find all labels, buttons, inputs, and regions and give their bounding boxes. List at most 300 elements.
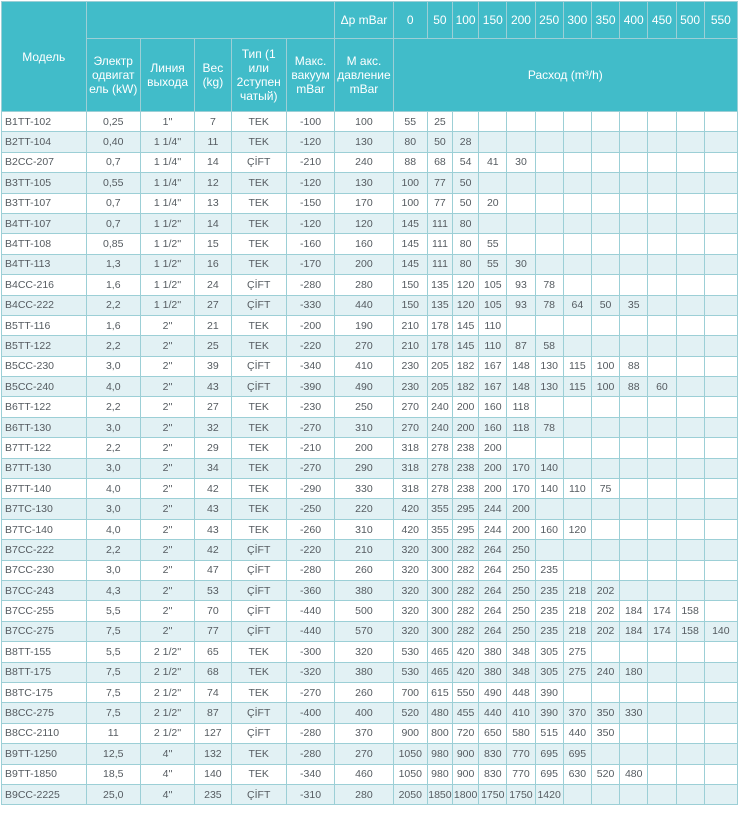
table-cell: [676, 642, 704, 662]
table-cell: -270: [286, 458, 334, 478]
pressure-header: 300: [563, 2, 591, 39]
table-cell: 11: [86, 723, 140, 743]
table-cell: TEK: [231, 519, 286, 539]
table-row: [2, 438, 738, 458]
table-cell: [563, 784, 591, 804]
table-cell: [620, 580, 648, 600]
table-cell: 900: [393, 723, 427, 743]
table-cell: 130: [535, 356, 563, 376]
table-cell: 270: [393, 417, 427, 437]
table-cell: TEK: [231, 417, 286, 437]
table-cell: 770: [507, 764, 535, 784]
table-cell: 4,0: [86, 377, 140, 397]
col-flow-header: Расход (m³/h): [393, 39, 737, 112]
table-cell: 93: [507, 295, 535, 315]
col-type-header: Тип (1 или 2ступен чатый): [231, 39, 286, 112]
table-cell: [704, 601, 737, 621]
table-cell: 12,5: [86, 744, 140, 764]
table-cell: 1,6: [86, 275, 140, 295]
table-cell: [676, 132, 704, 152]
table-cell: 1,6: [86, 315, 140, 335]
table-cell: 1050: [393, 764, 427, 784]
table-cell: 520: [393, 703, 427, 723]
table-cell: [535, 499, 563, 519]
table-cell: ÇİFT: [231, 784, 286, 804]
table-cell: [507, 438, 535, 458]
table-cell: 170: [507, 479, 535, 499]
table-header: [2, 2, 738, 112]
table-cell: 2'': [140, 438, 194, 458]
table-cell: 148: [507, 377, 535, 397]
table-cell: 87: [507, 336, 535, 356]
table-row: [2, 723, 738, 743]
table-cell: 14: [195, 152, 231, 172]
table-cell: [704, 723, 737, 743]
table-cell: 390: [535, 703, 563, 723]
table-cell: 1 1/4'': [140, 173, 194, 193]
table-cell: [676, 764, 704, 784]
table-cell: 295: [453, 499, 479, 519]
table-cell: [704, 377, 737, 397]
table-row: [2, 621, 738, 641]
table-cell: -400: [286, 703, 334, 723]
table-cell: [591, 642, 619, 662]
table-cell: -120: [286, 132, 334, 152]
table-cell: [648, 764, 676, 784]
table-cell: 2'': [140, 540, 194, 560]
table-cell: 145: [393, 254, 427, 274]
table-cell: 118: [507, 397, 535, 417]
table-cell: 110: [563, 479, 591, 499]
table-cell: 2 1/2'': [140, 682, 194, 702]
col-motor-header: Электр одвигат ель (kW): [86, 39, 140, 112]
table-cell: 240: [591, 662, 619, 682]
table-cell: 1050: [393, 744, 427, 764]
pressure-header: 350: [591, 2, 619, 39]
table-cell: 320: [393, 621, 427, 641]
model-cell: B4TT-113: [2, 254, 87, 274]
table-cell: [648, 458, 676, 478]
table-row: [2, 112, 738, 132]
table-cell: 460: [335, 764, 393, 784]
model-cell: B8TC-175: [2, 682, 87, 702]
table-cell: 380: [335, 662, 393, 682]
table-cell: 170: [507, 458, 535, 478]
table-cell: 310: [335, 519, 393, 539]
table-cell: [535, 234, 563, 254]
table-cell: [704, 519, 737, 539]
table-cell: [591, 458, 619, 478]
table-cell: 282: [453, 601, 479, 621]
table-cell: 77: [427, 173, 452, 193]
table-cell: -120: [286, 173, 334, 193]
table-cell: 68: [195, 662, 231, 682]
table-cell: [676, 112, 704, 132]
table-cell: 2,2: [86, 295, 140, 315]
table-cell: 330: [620, 703, 648, 723]
table-cell: 28: [453, 132, 479, 152]
table-cell: -290: [286, 479, 334, 499]
table-cell: -440: [286, 621, 334, 641]
table-cell: [648, 295, 676, 315]
table-cell: [507, 193, 535, 213]
model-cell: B4CC-222: [2, 295, 87, 315]
table-cell: [704, 662, 737, 682]
table-cell: [591, 540, 619, 560]
table-cell: [591, 784, 619, 804]
table-row: [2, 764, 738, 784]
table-cell: ÇİFT: [231, 295, 286, 315]
table-cell: 178: [427, 336, 452, 356]
table-cell: TEK: [231, 173, 286, 193]
table-cell: 25,0: [86, 784, 140, 804]
table-cell: 3,0: [86, 560, 140, 580]
table-cell: [563, 254, 591, 274]
table-cell: 380: [479, 642, 507, 662]
table-cell: 280: [335, 784, 393, 804]
table-cell: 182: [453, 356, 479, 376]
table-cell: TEK: [231, 438, 286, 458]
table-cell: 74: [195, 682, 231, 702]
table-cell: 264: [479, 580, 507, 600]
table-cell: 1'': [140, 112, 194, 132]
table-cell: [591, 193, 619, 213]
table-row: [2, 152, 738, 172]
table-cell: 145: [453, 315, 479, 335]
model-cell: B6TT-122: [2, 397, 87, 417]
table-cell: -260: [286, 519, 334, 539]
table-cell: 64: [563, 295, 591, 315]
table-row: [2, 560, 738, 580]
table-cell: 420: [393, 499, 427, 519]
table-cell: 235: [535, 560, 563, 580]
table-cell: 80: [453, 234, 479, 254]
table-cell: 4'': [140, 744, 194, 764]
table-cell: [620, 784, 648, 804]
table-cell: 78: [535, 295, 563, 315]
table-cell: 320: [393, 540, 427, 560]
table-cell: 160: [479, 417, 507, 437]
model-cell: B5CC-230: [2, 356, 87, 376]
table-cell: 580: [507, 723, 535, 743]
table-cell: [507, 234, 535, 254]
table-cell: 88: [620, 356, 648, 376]
table-cell: 80: [453, 213, 479, 233]
table-cell: [563, 112, 591, 132]
table-cell: 490: [335, 377, 393, 397]
table-cell: 355: [427, 519, 452, 539]
pressure-header: 550: [704, 2, 737, 39]
table-cell: -170: [286, 254, 334, 274]
table-cell: 145: [453, 336, 479, 356]
table-cell: -440: [286, 601, 334, 621]
table-cell: 42: [195, 540, 231, 560]
table-cell: 278: [427, 458, 452, 478]
table-cell: 43: [195, 519, 231, 539]
table-cell: 350: [591, 723, 619, 743]
table-cell: TEK: [231, 499, 286, 519]
model-cell: B1TT-102: [2, 112, 87, 132]
table-cell: [676, 417, 704, 437]
table-cell: [648, 642, 676, 662]
table-cell: 0,25: [86, 112, 140, 132]
table-cell: 50: [427, 132, 452, 152]
table-cell: [704, 213, 737, 233]
table-cell: 148: [507, 356, 535, 376]
table-cell: 2'': [140, 560, 194, 580]
table-cell: -330: [286, 295, 334, 315]
table-cell: 200: [507, 499, 535, 519]
table-cell: 220: [335, 499, 393, 519]
table-cell: 980: [427, 744, 452, 764]
table-cell: 174: [648, 621, 676, 641]
model-cell: B7CC-230: [2, 560, 87, 580]
table-cell: [563, 132, 591, 152]
model-cell: B7CC-255: [2, 601, 87, 621]
table-cell: [704, 417, 737, 437]
table-cell: 39: [195, 356, 231, 376]
table-cell: 295: [453, 519, 479, 539]
table-cell: [648, 397, 676, 417]
table-cell: 2,2: [86, 336, 140, 356]
table-cell: 50: [453, 193, 479, 213]
table-cell: 115: [563, 356, 591, 376]
table-cell: -280: [286, 560, 334, 580]
table-cell: 282: [453, 540, 479, 560]
table-cell: TEK: [231, 254, 286, 274]
table-cell: [620, 744, 648, 764]
table-cell: 210: [393, 336, 427, 356]
table-cell: [591, 213, 619, 233]
table-cell: 282: [453, 621, 479, 641]
table-cell: 235: [195, 784, 231, 804]
table-cell: 12: [195, 173, 231, 193]
table-cell: 55: [479, 234, 507, 254]
table-cell: 30: [507, 152, 535, 172]
table-cell: 218: [563, 580, 591, 600]
table-cell: 650: [479, 723, 507, 743]
table-cell: [648, 213, 676, 233]
table-cell: ÇİFT: [231, 540, 286, 560]
table-cell: 2'': [140, 519, 194, 539]
table-cell: 7,5: [86, 682, 140, 702]
table-cell: 264: [479, 560, 507, 580]
table-cell: 2'': [140, 601, 194, 621]
table-cell: [591, 336, 619, 356]
table-cell: 348: [507, 642, 535, 662]
table-cell: [507, 112, 535, 132]
table-cell: 900: [453, 744, 479, 764]
table-cell: 42: [195, 479, 231, 499]
table-cell: 264: [479, 621, 507, 641]
pressure-header: 500: [676, 2, 704, 39]
table-cell: -340: [286, 356, 334, 376]
table-cell: 100: [591, 377, 619, 397]
table-cell: 348: [507, 662, 535, 682]
table-cell: ÇİFT: [231, 703, 286, 723]
table-row: [2, 682, 738, 702]
table-cell: 615: [427, 682, 452, 702]
table-cell: TEK: [231, 744, 286, 764]
table-cell: 0,40: [86, 132, 140, 152]
table-cell: [591, 744, 619, 764]
table-cell: [676, 682, 704, 702]
table-cell: 2'': [140, 397, 194, 417]
table-cell: 3,0: [86, 458, 140, 478]
table-cell: 300: [427, 580, 452, 600]
table-cell: 440: [335, 295, 393, 315]
table-cell: 250: [507, 601, 535, 621]
table-cell: [479, 173, 507, 193]
table-cell: 800: [427, 723, 452, 743]
table-cell: 2 1/2'': [140, 642, 194, 662]
table-cell: 32: [195, 417, 231, 437]
table-cell: 200: [479, 438, 507, 458]
table-cell: [648, 254, 676, 274]
table-cell: 515: [535, 723, 563, 743]
table-cell: [563, 152, 591, 172]
col-dp-header: Δp mBar: [335, 2, 393, 39]
table-cell: [591, 132, 619, 152]
table-cell: 318: [393, 479, 427, 499]
table-row: [2, 499, 738, 519]
table-cell: [676, 356, 704, 376]
table-cell: [648, 173, 676, 193]
table-cell: 21: [195, 315, 231, 335]
table-cell: 202: [591, 580, 619, 600]
table-cell: 200: [507, 519, 535, 539]
pressure-header: 400: [620, 2, 648, 39]
table-row: [2, 295, 738, 315]
table-cell: 250: [507, 621, 535, 641]
table-cell: [704, 193, 737, 213]
table-cell: [648, 112, 676, 132]
table-cell: [620, 234, 648, 254]
table-cell: 380: [335, 580, 393, 600]
table-cell: 200: [335, 438, 393, 458]
table-cell: [704, 499, 737, 519]
table-cell: [507, 213, 535, 233]
model-cell: B2CC-207: [2, 152, 87, 172]
table-cell: 1 1/2'': [140, 234, 194, 254]
header-row-labels: [2, 39, 738, 112]
pressure-header: 450: [648, 2, 676, 39]
table-cell: 120: [563, 519, 591, 539]
table-cell: 300: [427, 601, 452, 621]
model-cell: B8TT-175: [2, 662, 87, 682]
table-cell: 278: [427, 438, 452, 458]
col-max-pressure-header: М акс. давление mBar: [335, 39, 393, 112]
pressure-header: 200: [507, 2, 535, 39]
table-cell: [535, 540, 563, 560]
table-cell: [648, 315, 676, 335]
table-cell: [620, 275, 648, 295]
table-cell: 1800: [453, 784, 479, 804]
table-cell: 530: [393, 642, 427, 662]
table-cell: [648, 540, 676, 560]
table-cell: 140: [535, 479, 563, 499]
model-cell: B4TT-107: [2, 213, 87, 233]
table-cell: [620, 540, 648, 560]
table-cell: [620, 519, 648, 539]
table-cell: [676, 703, 704, 723]
model-cell: B3TT-107: [2, 193, 87, 213]
model-cell: B7CC-243: [2, 580, 87, 600]
table-cell: 100: [591, 356, 619, 376]
table-cell: [704, 295, 737, 315]
table-cell: [507, 173, 535, 193]
header-row-pressures: [2, 2, 738, 39]
table-cell: 318: [393, 438, 427, 458]
table-cell: [704, 336, 737, 356]
table-cell: TEK: [231, 397, 286, 417]
table-cell: ÇİFT: [231, 275, 286, 295]
pressure-header: 100: [453, 2, 479, 39]
table-cell: 230: [393, 377, 427, 397]
model-cell: B6TT-130: [2, 417, 87, 437]
table-cell: 93: [507, 275, 535, 295]
table-cell: 100: [335, 112, 393, 132]
table-cell: [704, 764, 737, 784]
table-cell: 238: [453, 479, 479, 499]
table-cell: [563, 397, 591, 417]
table-cell: [676, 438, 704, 458]
table-cell: 200: [453, 397, 479, 417]
table-cell: [620, 397, 648, 417]
table-cell: 110: [479, 336, 507, 356]
pressure-header: 0: [393, 2, 427, 39]
table-row: [2, 275, 738, 295]
table-cell: [620, 254, 648, 274]
table-cell: [676, 173, 704, 193]
table-cell: 465: [427, 642, 452, 662]
table-cell: [648, 275, 676, 295]
table-cell: 900: [453, 764, 479, 784]
pressure-header: 250: [535, 2, 563, 39]
table-cell: 4,3: [86, 580, 140, 600]
table-cell: 7,5: [86, 703, 140, 723]
table-cell: [507, 315, 535, 335]
col-max-vacuum-header: Макс. вакуум mBar: [286, 39, 334, 112]
table-cell: [563, 560, 591, 580]
table-cell: 250: [507, 560, 535, 580]
table-cell: [620, 132, 648, 152]
table-cell: [704, 438, 737, 458]
table-cell: 370: [563, 703, 591, 723]
table-cell: 400: [335, 703, 393, 723]
table-cell: [704, 254, 737, 274]
table-cell: [704, 642, 737, 662]
table-cell: [535, 112, 563, 132]
table-cell: 205: [427, 356, 452, 376]
table-cell: [648, 417, 676, 437]
table-cell: [676, 254, 704, 274]
table-cell: 78: [535, 417, 563, 437]
table-cell: 310: [335, 417, 393, 437]
table-cell: 1 1/4'': [140, 152, 194, 172]
table-cell: 0,85: [86, 234, 140, 254]
table-cell: [676, 784, 704, 804]
table-cell: [704, 356, 737, 376]
table-cell: 448: [507, 682, 535, 702]
table-cell: 77: [195, 621, 231, 641]
table-cell: [676, 580, 704, 600]
table-cell: 2 1/2'': [140, 703, 194, 723]
table-cell: 250: [507, 540, 535, 560]
table-cell: 0,7: [86, 213, 140, 233]
table-cell: [648, 356, 676, 376]
table-cell: TEK: [231, 764, 286, 784]
